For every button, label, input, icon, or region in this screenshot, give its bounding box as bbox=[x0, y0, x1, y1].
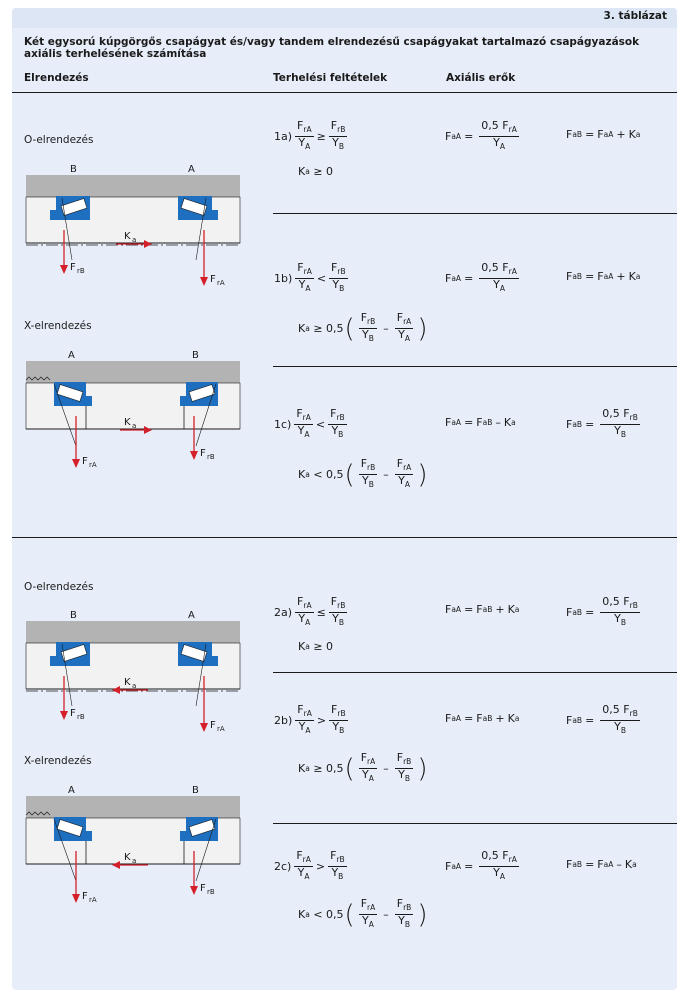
bearing-label-b: B bbox=[70, 610, 77, 621]
svg-text:rB: rB bbox=[207, 453, 215, 461]
svg-text:rA: rA bbox=[89, 461, 97, 469]
svg-text:rA: rA bbox=[89, 896, 97, 904]
o-arrangement-diagram bbox=[24, 606, 244, 736]
column-header-arrangement: Elrendezés bbox=[24, 72, 89, 84]
formula-faa-1a: F aA = $\frac{0,5 F_{rA}}{Y_A}$ bbox=[445, 119, 517, 152]
bearing-b bbox=[50, 642, 90, 666]
svg-text:a: a bbox=[132, 236, 137, 244]
bearing-label-a: A bbox=[68, 785, 75, 796]
svg-text:F: F bbox=[70, 708, 76, 719]
condition-1a-ka: K a ≥ 0 bbox=[298, 165, 334, 178]
housing bbox=[26, 361, 240, 383]
svg-text:a: a bbox=[132, 422, 137, 430]
bearing-a bbox=[178, 642, 218, 666]
formula-faa-2b: F aA = F aB + K a bbox=[445, 712, 520, 725]
condition-2a-ka: K a ≥ 0 bbox=[298, 640, 334, 653]
bearing-label-a: A bbox=[188, 164, 195, 175]
table-number: 3. táblázat bbox=[603, 10, 667, 22]
bearing-label-b: B bbox=[192, 785, 199, 796]
x-arrangement-diagram bbox=[24, 346, 244, 476]
condition-1a: 1a) $\frac{F_{rA}}{Y_A}$ ≥ $\frac{F_{rB}}{Y_B}$ bbox=[274, 119, 346, 152]
condition-2c-ka: K a < 0,5 ( $\frac{F_{rA}}{Y_A}$ – $\frac{F_{rB}}{Y_B}$ ) bbox=[298, 897, 428, 930]
svg-text:a: a bbox=[132, 682, 137, 690]
svg-text:rA: rA bbox=[217, 725, 225, 733]
label-x-arrangement: X-elrendezés bbox=[24, 320, 92, 332]
svg-text:rA: rA bbox=[217, 279, 225, 287]
bearing-label-a: A bbox=[188, 610, 195, 621]
formula-fab-2a: F aB = $\frac{0,5 F_{rB}}{Y_B}$ bbox=[566, 595, 638, 628]
formula-fab-2c: F aB = F aA – K a bbox=[566, 858, 637, 871]
label-o-arrangement: O-elrendezés bbox=[24, 134, 94, 146]
formula-fab-1b: F aB = F aA + K a bbox=[566, 270, 641, 283]
svg-text:F: F bbox=[210, 274, 216, 285]
svg-text:F: F bbox=[200, 883, 206, 894]
bearing-label-b: B bbox=[192, 350, 199, 361]
label-o-arrangement: O-elrendezés bbox=[24, 581, 94, 593]
svg-text:F: F bbox=[82, 891, 88, 902]
svg-text:K: K bbox=[124, 852, 131, 863]
column-header-forces: Axiális erők bbox=[446, 72, 516, 84]
condition-1b: 1b) $\frac{F_{rA}}{Y_A}$ < $\frac{F_{rB}}{Y_B}$ bbox=[274, 261, 346, 294]
svg-text:a: a bbox=[132, 857, 137, 865]
housing bbox=[26, 796, 240, 818]
row-divider bbox=[273, 672, 677, 673]
bearing-label-a: A bbox=[68, 350, 75, 361]
svg-text:F: F bbox=[200, 448, 206, 459]
svg-text:K: K bbox=[124, 231, 131, 242]
row-divider bbox=[273, 366, 677, 367]
svg-text:rB: rB bbox=[77, 267, 85, 275]
header-strip bbox=[12, 8, 677, 28]
bearing-label-b: B bbox=[70, 164, 77, 175]
formula-fab-1a: F aB = F aA + K a bbox=[566, 128, 641, 141]
condition-1b-ka: K a ≥ 0,5 ( $\frac{F_{rB}}{Y_B}$ – $\frac{F_{rA}}{Y_A}$ ) bbox=[298, 311, 428, 344]
header-divider bbox=[12, 92, 677, 93]
housing bbox=[26, 621, 240, 643]
label-x-arrangement: X-elrendezés bbox=[24, 755, 92, 767]
row-divider bbox=[273, 213, 677, 214]
svg-text:F: F bbox=[210, 720, 216, 731]
o-arrangement-diagram bbox=[24, 160, 244, 290]
formula-faa-1c: F aA = F aB – K a bbox=[445, 416, 516, 429]
svg-text:F: F bbox=[70, 262, 76, 273]
formula-fab-2b: F aB = $\frac{0,5 F_{rB}}{Y_B}$ bbox=[566, 703, 638, 736]
bearing-a bbox=[178, 196, 218, 220]
svg-text:F: F bbox=[82, 456, 88, 467]
condition-1c: 1c) $\frac{F_{rA}}{Y_A}$ < $\frac{F_{rB}}{Y_B}$ bbox=[274, 407, 345, 440]
svg-text:K: K bbox=[124, 417, 131, 428]
x-arrangement-diagram bbox=[24, 781, 244, 911]
condition-1c-ka: K a < 0,5 ( $\frac{F_{rB}}{Y_B}$ – $\frac{F_{rA}}{Y_A}$ ) bbox=[298, 457, 428, 490]
condition-2b: 2b) $\frac{F_{rA}}{Y_A}$ > $\frac{F_{rB}}{Y_B}$ bbox=[274, 703, 346, 736]
housing bbox=[26, 175, 240, 197]
formula-faa-1b: F aA = $\frac{0,5 F_{rA}}{Y_A}$ bbox=[445, 261, 517, 294]
formula-faa-2c: F aA = $\frac{0,5 F_{rA}}{Y_A}$ bbox=[445, 849, 517, 882]
condition-2a: 2a) $\frac{F_{rA}}{Y_A}$ ≤ $\frac{F_{rB}}{Y_B}$ bbox=[274, 595, 346, 628]
condition-2b-ka: K a ≥ 0,5 ( $\frac{F_{rA}}{Y_A}$ – $\frac{F_{rB}}{Y_B}$ ) bbox=[298, 751, 428, 784]
svg-text:rB: rB bbox=[77, 713, 85, 721]
svg-text:rB: rB bbox=[207, 888, 215, 896]
formula-fab-1c: F aB = $\frac{0,5 F_{rB}}{Y_B}$ bbox=[566, 407, 638, 440]
table-title: Két egysorú kúpgörgős csapágyat és/vagy tandem elrendezésű csapágyakat tartalmazó csapágyazások axiális terhelésének számítása bbox=[24, 36, 640, 60]
condition-2c: 2c) $\frac{F_{rA}}{Y_A}$ > $\frac{F_{rB}}{Y_B}$ bbox=[274, 849, 345, 882]
formula-faa-2a: F aA = F aB + K a bbox=[445, 603, 520, 616]
bearing-b bbox=[50, 196, 90, 220]
group-divider bbox=[12, 537, 677, 538]
svg-text:K: K bbox=[124, 677, 131, 688]
row-divider bbox=[273, 823, 677, 824]
column-header-conditions: Terhelési feltételek bbox=[273, 72, 388, 84]
